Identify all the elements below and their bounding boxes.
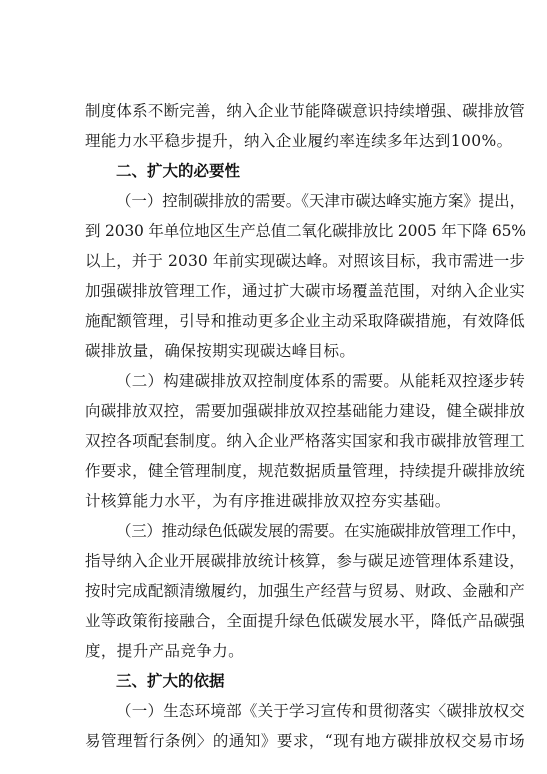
paragraph-line: 向碳排放双控，需要加强碳排放双控基础能力建设，健全碳排放: [85, 402, 525, 420]
paragraph-text: 从能耗双控逐步转: [399, 372, 525, 390]
paragraph-line: [85, 366, 525, 396]
paragraph-line: 双控各项配套制度。纳入企业严格落实国家和我市碳排放管理工: [85, 432, 525, 450]
paragraph-line: 易管理暂行条例〉的通知》要求，“现有地方碳排放权交易市场: [85, 732, 525, 750]
paragraph-ministry-notice: [85, 696, 525, 756]
document-body: [85, 96, 525, 756]
paragraph-line: 计核算能力水平，为有序推进碳排放双控夯实基础。: [85, 492, 451, 510]
paragraph-line: （一）生态环境部《关于学习宣传和贯彻落实〈碳排放权交: [116, 702, 525, 720]
paragraph-line: 碳排放量，确保按期实现碳达峰目标。: [85, 342, 356, 360]
paragraph-intro: [85, 96, 525, 156]
section-heading-basis: 三、扩大的依据: [116, 672, 225, 690]
paragraph-text: 《天津市碳达峰实施方案》提出，: [301, 192, 525, 210]
paragraph-line: 制度体系不断完善，纳入企业节能降碳意识持续增强、碳排放管: [85, 102, 525, 120]
paragraph-line: [85, 186, 525, 216]
paragraph-line: 按时完成配额清缴履约，加强生产经营与贸易、财政、金融和产: [85, 582, 525, 600]
paragraph-line: 指导纳入企业开展碳排放统计核算，参与碳足迹管理体系建设，: [85, 552, 525, 570]
paragraph-line: 到 2030 年单位地区生产总值二氧化碳排放比 2005 年下降 65%: [85, 222, 526, 240]
subsection-heading: （一）控制碳排放的需要。: [116, 192, 302, 210]
subsection-heading: （三）推动绿色低碳发展的需要。: [116, 522, 345, 540]
paragraph-line: 以上，并于 2030 年前实现碳达峰。对照该目标，我市需进一步: [85, 252, 525, 270]
paragraph-line: 施配额管理，引导和推动更多企业主动采取降碳措施，有效降低: [85, 312, 525, 330]
subsection-heading: （二）构建碳排放双控制度体系的需要。: [116, 372, 400, 390]
paragraph-line: [85, 516, 525, 546]
section-heading-necessity: 二、扩大的必要性: [116, 162, 241, 180]
paragraph-line: 业等政策衔接融合，全面提升绿色低碳发展水平，降低产品碳强: [85, 612, 525, 630]
paragraph-line: 作要求，健全管理制度，规范数据质量管理，持续提升碳排放统: [85, 462, 525, 480]
paragraph-green-development: [85, 516, 525, 666]
paragraph-line: 加强碳排放管理工作，通过扩大碳市场覆盖范围，对纳入企业实: [85, 282, 525, 300]
paragraph-text: 在实施碳排放管理工作中，: [344, 522, 527, 540]
paragraph-line: 度，提升产品竞争力。: [85, 642, 245, 660]
paragraph-line: 理能力水平稳步提升，纳入企业履约率连续多年达到100%。: [85, 132, 513, 150]
paragraph-dual-control: [85, 366, 525, 516]
paragraph-control-emissions: [85, 186, 525, 366]
